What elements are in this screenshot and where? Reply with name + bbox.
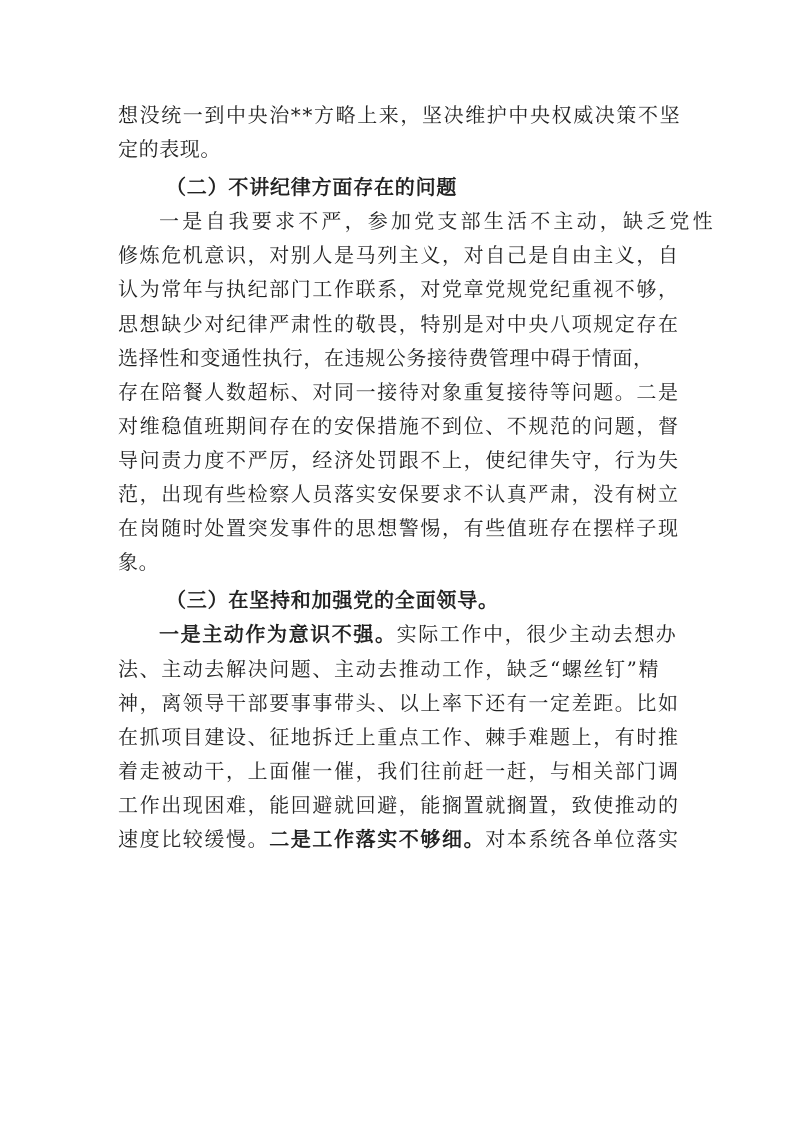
body-line: 存在陪餐人数超标、对同一接待对象重复接待等问题。二是 xyxy=(118,379,680,404)
section-heading: （三）在坚持和加强党的全面领导。 xyxy=(166,588,499,613)
body-line: 认为常年与执纪部门工作联系，对党章党规党纪重视不够， xyxy=(118,277,680,302)
body-line: 导问责力度不严厉，经济处罚跟不上，使纪律失守，行为失 xyxy=(118,447,680,472)
body-line: 选择性和变通性执行，在违规公务接待费管理中碍于情面， xyxy=(118,345,654,370)
body-line: 象。 xyxy=(118,550,160,575)
body-line: 想没统一到中央治**方略上来，坚决维护中央权威决策不坚 xyxy=(118,103,682,127)
section-heading: （二）不讲纪律方面存在的问题 xyxy=(166,175,458,200)
body-line: 法、主动去解决问题、主动去推动工作，缺乏“螺丝钉”精 xyxy=(118,656,661,681)
body-line: 神，离领导干部要事事带头、以上率下还有一定差距。比如 xyxy=(118,690,680,715)
body-line: 对维稳值班期间存在的安保措施不到位、不规范的问题，督 xyxy=(118,413,680,438)
body-line: 修炼危机意识，对别人是马列主义，对自己是自由主义，自 xyxy=(118,243,680,268)
body-line: 范，出现有些检察人员落实安保要求不认真严肃，没有树立 xyxy=(118,482,680,507)
paragraph-first-line xyxy=(118,617,676,651)
body-line xyxy=(118,822,680,856)
body-text: 速度比较缓慢。 xyxy=(118,826,270,851)
body-line: 着走被动干，上面催一催，我们往前赶一赶，与相关部门调 xyxy=(118,758,680,783)
paragraph-first-line: 一是自我要求不严，参加党支部生活不主动，缺乏党性 xyxy=(159,209,716,234)
body-text: 实际工作中，很少主动去想办 xyxy=(396,622,678,647)
body-line: 在抓项目建设、征地拆迁上重点工作、棘手难题上，有时推 xyxy=(118,724,680,749)
body-text: 对本系统各单位落实 xyxy=(485,826,680,851)
body-line: 在岗随时处置突发事件的思想警惕，有些值班存在摆样子现 xyxy=(118,516,680,541)
body-line: 工作出现困难，能回避就回避，能搁置就搁置，致使推动的 xyxy=(118,792,680,817)
body-line: 定的表现。 xyxy=(118,137,221,162)
bold-point-title: 二是工作落实不够细。 xyxy=(269,826,486,851)
bold-point-title: 一是主动作为意识不强。 xyxy=(159,622,397,647)
body-line: 思想缺少对纪律严肃性的敬畏，特别是对中央八项规定存在 xyxy=(118,311,680,336)
